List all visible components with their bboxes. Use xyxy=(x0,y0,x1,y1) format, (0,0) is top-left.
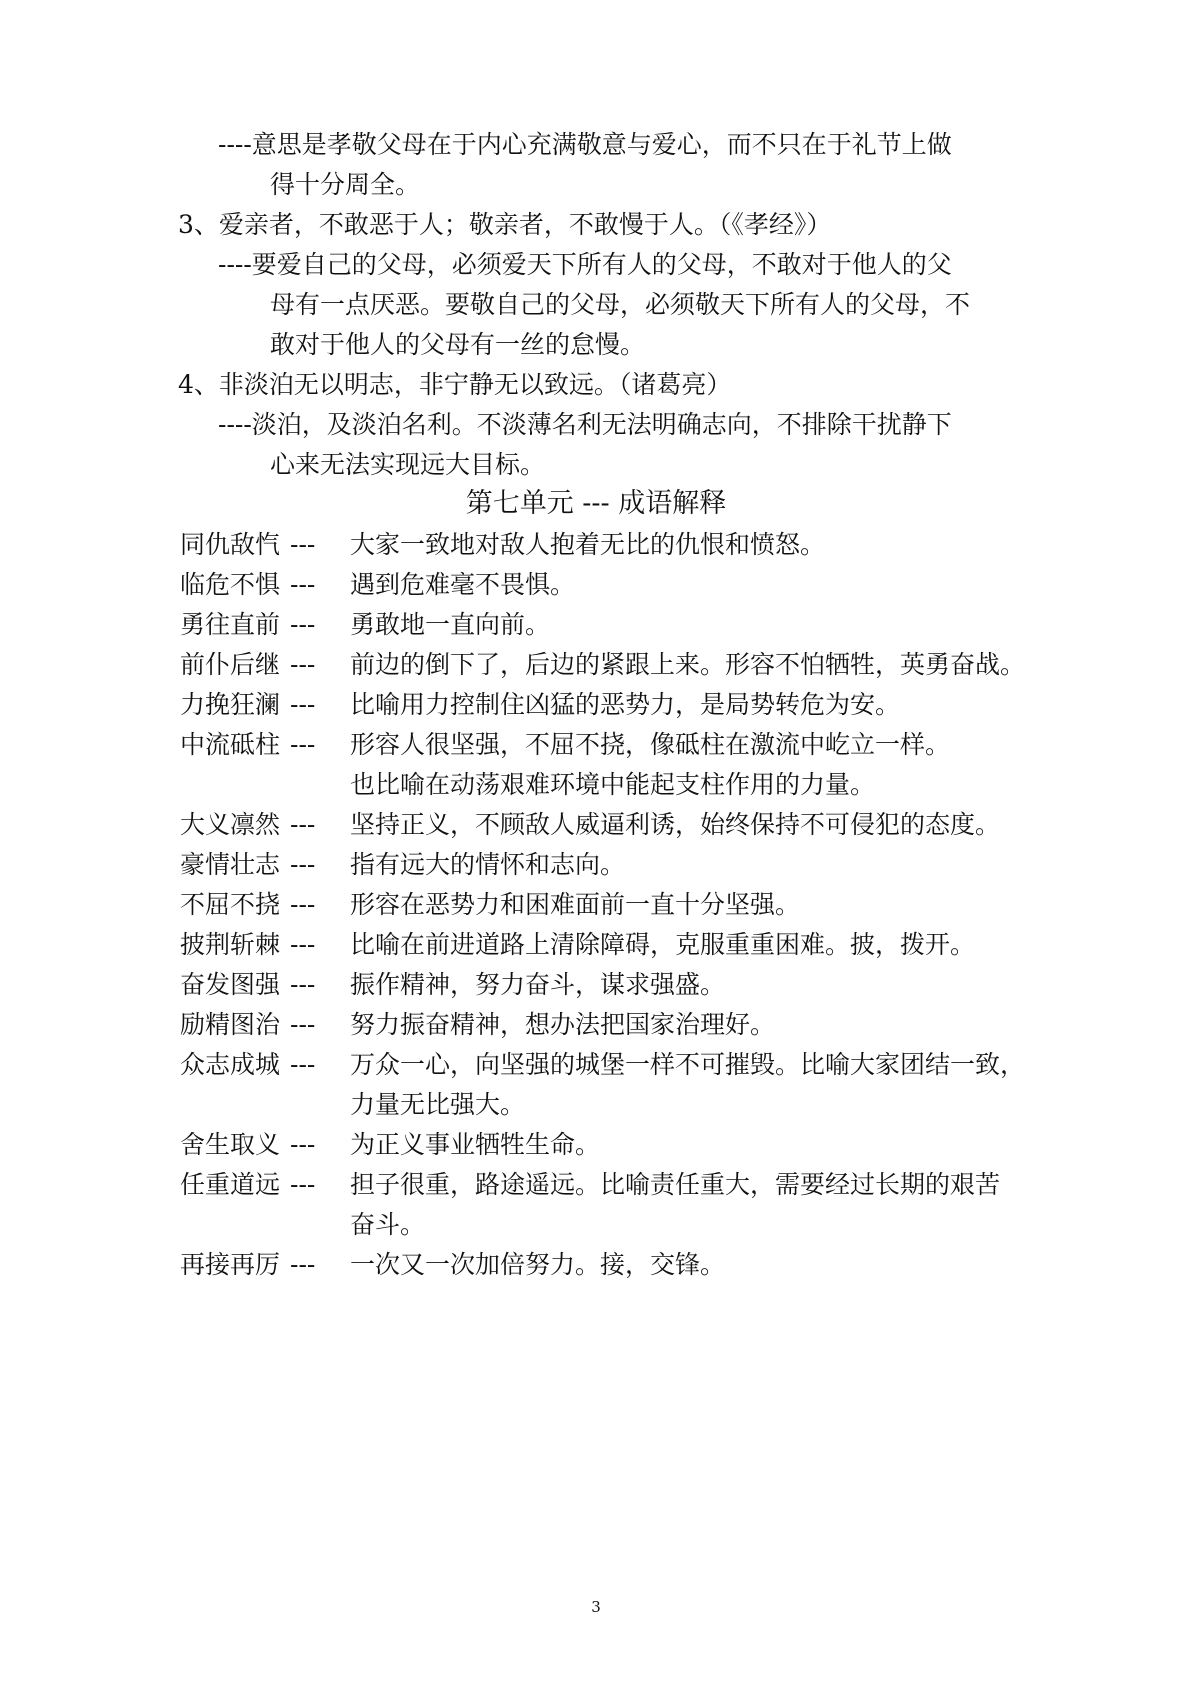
idiom-word: 临危不惧 xyxy=(180,570,281,599)
idiom-definition-line: 万众一心，向坚强的城堡一样不可摧毁。比喻大家团结一致， xyxy=(350,1050,1026,1079)
idiom-word: 任重道远 xyxy=(180,1170,281,1199)
idiom-separator: --- xyxy=(290,970,316,999)
quote-3-explanation-line-3: 敢对于他人的父母有一丝的怠慢。 xyxy=(270,330,646,359)
idiom-word: 众志成城 xyxy=(180,1050,281,1079)
idiom-separator: --- xyxy=(290,930,316,959)
idiom-definition-line: 努力振奋精神，想办法把国家治理好。 xyxy=(350,1010,776,1039)
idiom-word: 励精图治 xyxy=(180,1010,281,1039)
idiom-definition-line: 指有远大的情怀和志向。 xyxy=(350,850,626,879)
idiom-definition-line: 形容在恶势力和困难面前一直十分坚强。 xyxy=(350,890,801,919)
idiom-word: 同仇敌忾 xyxy=(180,530,281,559)
section-title: 第七单元 --- 成语解释 xyxy=(465,488,727,519)
idiom-separator: --- xyxy=(290,1050,316,1079)
idiom-separator: --- xyxy=(290,1130,316,1159)
quote-2-explanation-line-2: 得十分周全。 xyxy=(270,170,421,199)
idiom-definition-line: 遇到危难毫不畏惧。 xyxy=(350,570,576,599)
idiom-word: 豪情壮志 xyxy=(180,850,281,879)
idiom-separator: --- xyxy=(290,1010,316,1039)
idiom-word: 披荆斩棘 xyxy=(180,930,281,959)
idiom-definition-line: 奋斗。 xyxy=(350,1210,426,1239)
idiom-word: 力挽狂澜 xyxy=(180,690,281,719)
idiom-separator: --- xyxy=(290,850,316,879)
idiom-definition-line: 担子很重，路途遥远。比喻责任重大，需要经过长期的艰苦 xyxy=(350,1170,1001,1199)
idiom-separator: --- xyxy=(290,1250,316,1279)
idiom-word: 再接再厉 xyxy=(180,1250,281,1279)
idiom-definition-line: 形容人很坚强，不屈不挠，像砥柱在激流中屹立一样。 xyxy=(350,730,951,759)
idiom-definition-line: 勇敢地一直向前。 xyxy=(350,610,551,639)
idiom-definition-line: 前边的倒下了，后边的紧跟上来。形容不怕牺牲，英勇奋战。 xyxy=(350,650,1026,679)
idiom-separator: --- xyxy=(290,650,316,679)
idiom-definition-line: 坚持正义，不顾敌人威逼利诱，始终保持不可侵犯的态度。 xyxy=(350,810,1001,839)
idiom-separator: --- xyxy=(290,1170,316,1199)
idiom-separator: --- xyxy=(290,890,316,919)
idiom-definition-line: 振作精神，努力奋斗，谋求强盛。 xyxy=(350,970,726,999)
quote-4-explanation-line-1: ----淡泊，及淡泊名利。不淡薄名利无法明确志向，不排除干扰静下 xyxy=(218,410,952,439)
idiom-definition-line: 为正义事业牺牲生命。 xyxy=(350,1130,601,1159)
idiom-separator: --- xyxy=(290,530,316,559)
idiom-word: 舍生取义 xyxy=(180,1130,281,1159)
idiom-word: 勇往直前 xyxy=(180,610,281,639)
idiom-definition-line: 比喻用力控制住凶猛的恶势力，是局势转危为安。 xyxy=(350,690,901,719)
idiom-word: 前仆后继 xyxy=(180,650,281,679)
quote-3-explanation-line-2: 母有一点厌恶。要敬自己的父母，必须敬天下所有人的父母，不 xyxy=(270,290,971,319)
idiom-definition-line: 力量无比强大。 xyxy=(350,1090,526,1119)
idiom-definition-line: 一次又一次加倍努力。接，交锋。 xyxy=(350,1250,726,1279)
idiom-definition-line: 大家一致地对敌人抱着无比的仇恨和愤怒。 xyxy=(350,530,826,559)
page-number: 3 xyxy=(591,1598,601,1616)
quote-2-explanation-line-1: ----意思是孝敬父母在于内心充满敬意与爱心，而不只在于礼节上做 xyxy=(218,130,952,159)
idiom-word: 大义凛然 xyxy=(180,810,281,839)
idiom-definition-line: 也比喻在动荡艰难环境中能起支柱作用的力量。 xyxy=(350,770,876,799)
idiom-definition-line: 比喻在前进道路上清除障碍，克服重重困难。披，拨开。 xyxy=(350,930,976,959)
idiom-separator: --- xyxy=(290,690,316,719)
idiom-word: 奋发图强 xyxy=(180,970,281,999)
idiom-separator: --- xyxy=(290,810,316,839)
idiom-separator: --- xyxy=(290,570,316,599)
quote-4-text: 4、非淡泊无以明志，非宁静无以致远。（诸葛亮） xyxy=(178,370,732,399)
idiom-separator: --- xyxy=(290,610,316,639)
idiom-word: 不屈不挠 xyxy=(180,890,281,919)
idiom-separator: --- xyxy=(290,730,316,759)
idiom-word: 中流砥柱 xyxy=(180,730,281,759)
quote-4-explanation-line-2: 心来无法实现远大目标。 xyxy=(270,450,546,479)
quote-3-explanation-line-1: ----要爱自己的父母，必须爱天下所有人的父母，不敢对于他人的父 xyxy=(218,250,952,279)
quote-3-text: 3、爱亲者，不敢恶于人；敬亲者，不敢慢于人。（《孝经》） xyxy=(178,210,832,239)
